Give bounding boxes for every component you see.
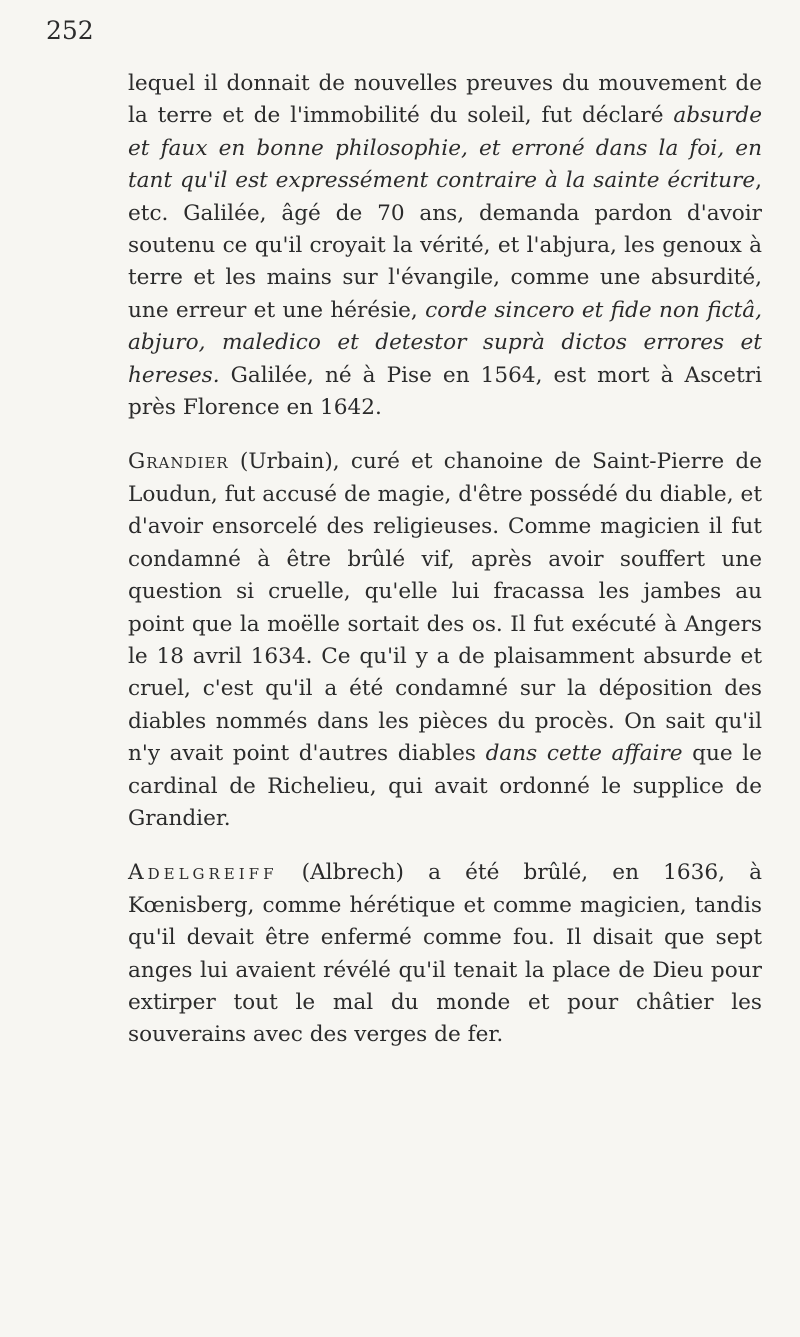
latin-quote: corde sincero et fide non fictâ, abjuro, maledico et detestor suprà dictos errores et hereses. — [128, 297, 762, 388]
text-body — [128, 68, 762, 1052]
text-run: que le cardinal de Richelieu, qui avait ordonné le supplice de Grandier. — [128, 741, 762, 831]
text-run: Galilée, né à Pise en 1564, est mort à Ascetri près Florence en 1642. — [128, 362, 762, 421]
text-run: lequel il donnait de nouvelles preuves du mouvement de la terre et de l'immobilité du soleil, fut déclaré — [128, 71, 762, 129]
entry-name-grandier: Grandier — [128, 449, 229, 475]
paragraph-grandier — [128, 446, 762, 835]
text-run: (Albrech) a été brûlé, en 1636, à Kœnisberg, comme hérétique et comme magicien, tandis qu'il devait être enfermé comme fou. Il disait que sept anges lui avaient révélé qu'il tenait la place de Dieu pour extirper tout le mal du monde et pour châtier les souverains avec des verges de fer. — [128, 860, 762, 1048]
page-number: 252 — [46, 16, 94, 45]
italic-run: dans cette affaire — [485, 741, 683, 767]
paragraph-adelgreiff — [128, 857, 762, 1051]
paragraph-galilee — [128, 68, 762, 424]
text-run: , etc. Galilée, âgé de 70 ans, demanda pardon d'avoir soutenu ce qu'il croyait la vérité, et l'abjura, les genoux à terre et les mains sur l'évangile, comme une absurdité, une erreur et une hérésie, — [128, 168, 762, 323]
text-run: (Urbain), curé et chanoine de Saint-Pierre de Loudun, fut accusé de magie, d'être possédé du diable, et d'avoir ensorcelé des religieuses. Comme magicien il fut condamné à être brûlé vif, après avoir souffert une question si cruelle, qu'elle lui fracassa les jambes au point que la moëlle sortait des os. Il fut exécuté à Angers le 18 avril 1634. Ce qu'il y a de plaisamment absurde et cruel, c'est qu'il a été condamné sur la déposition des diables nommés dans les pièces du procès. On sait qu'il n'y avait point d'autres diables — [128, 449, 762, 767]
entry-name-adelgreiff: Adelgreiff — [128, 860, 278, 886]
italic-run: absurde et faux en bonne philosophie, et erroné dans la foi, en tant qu'il est expressément contraire à la sainte écriture — [128, 103, 762, 194]
